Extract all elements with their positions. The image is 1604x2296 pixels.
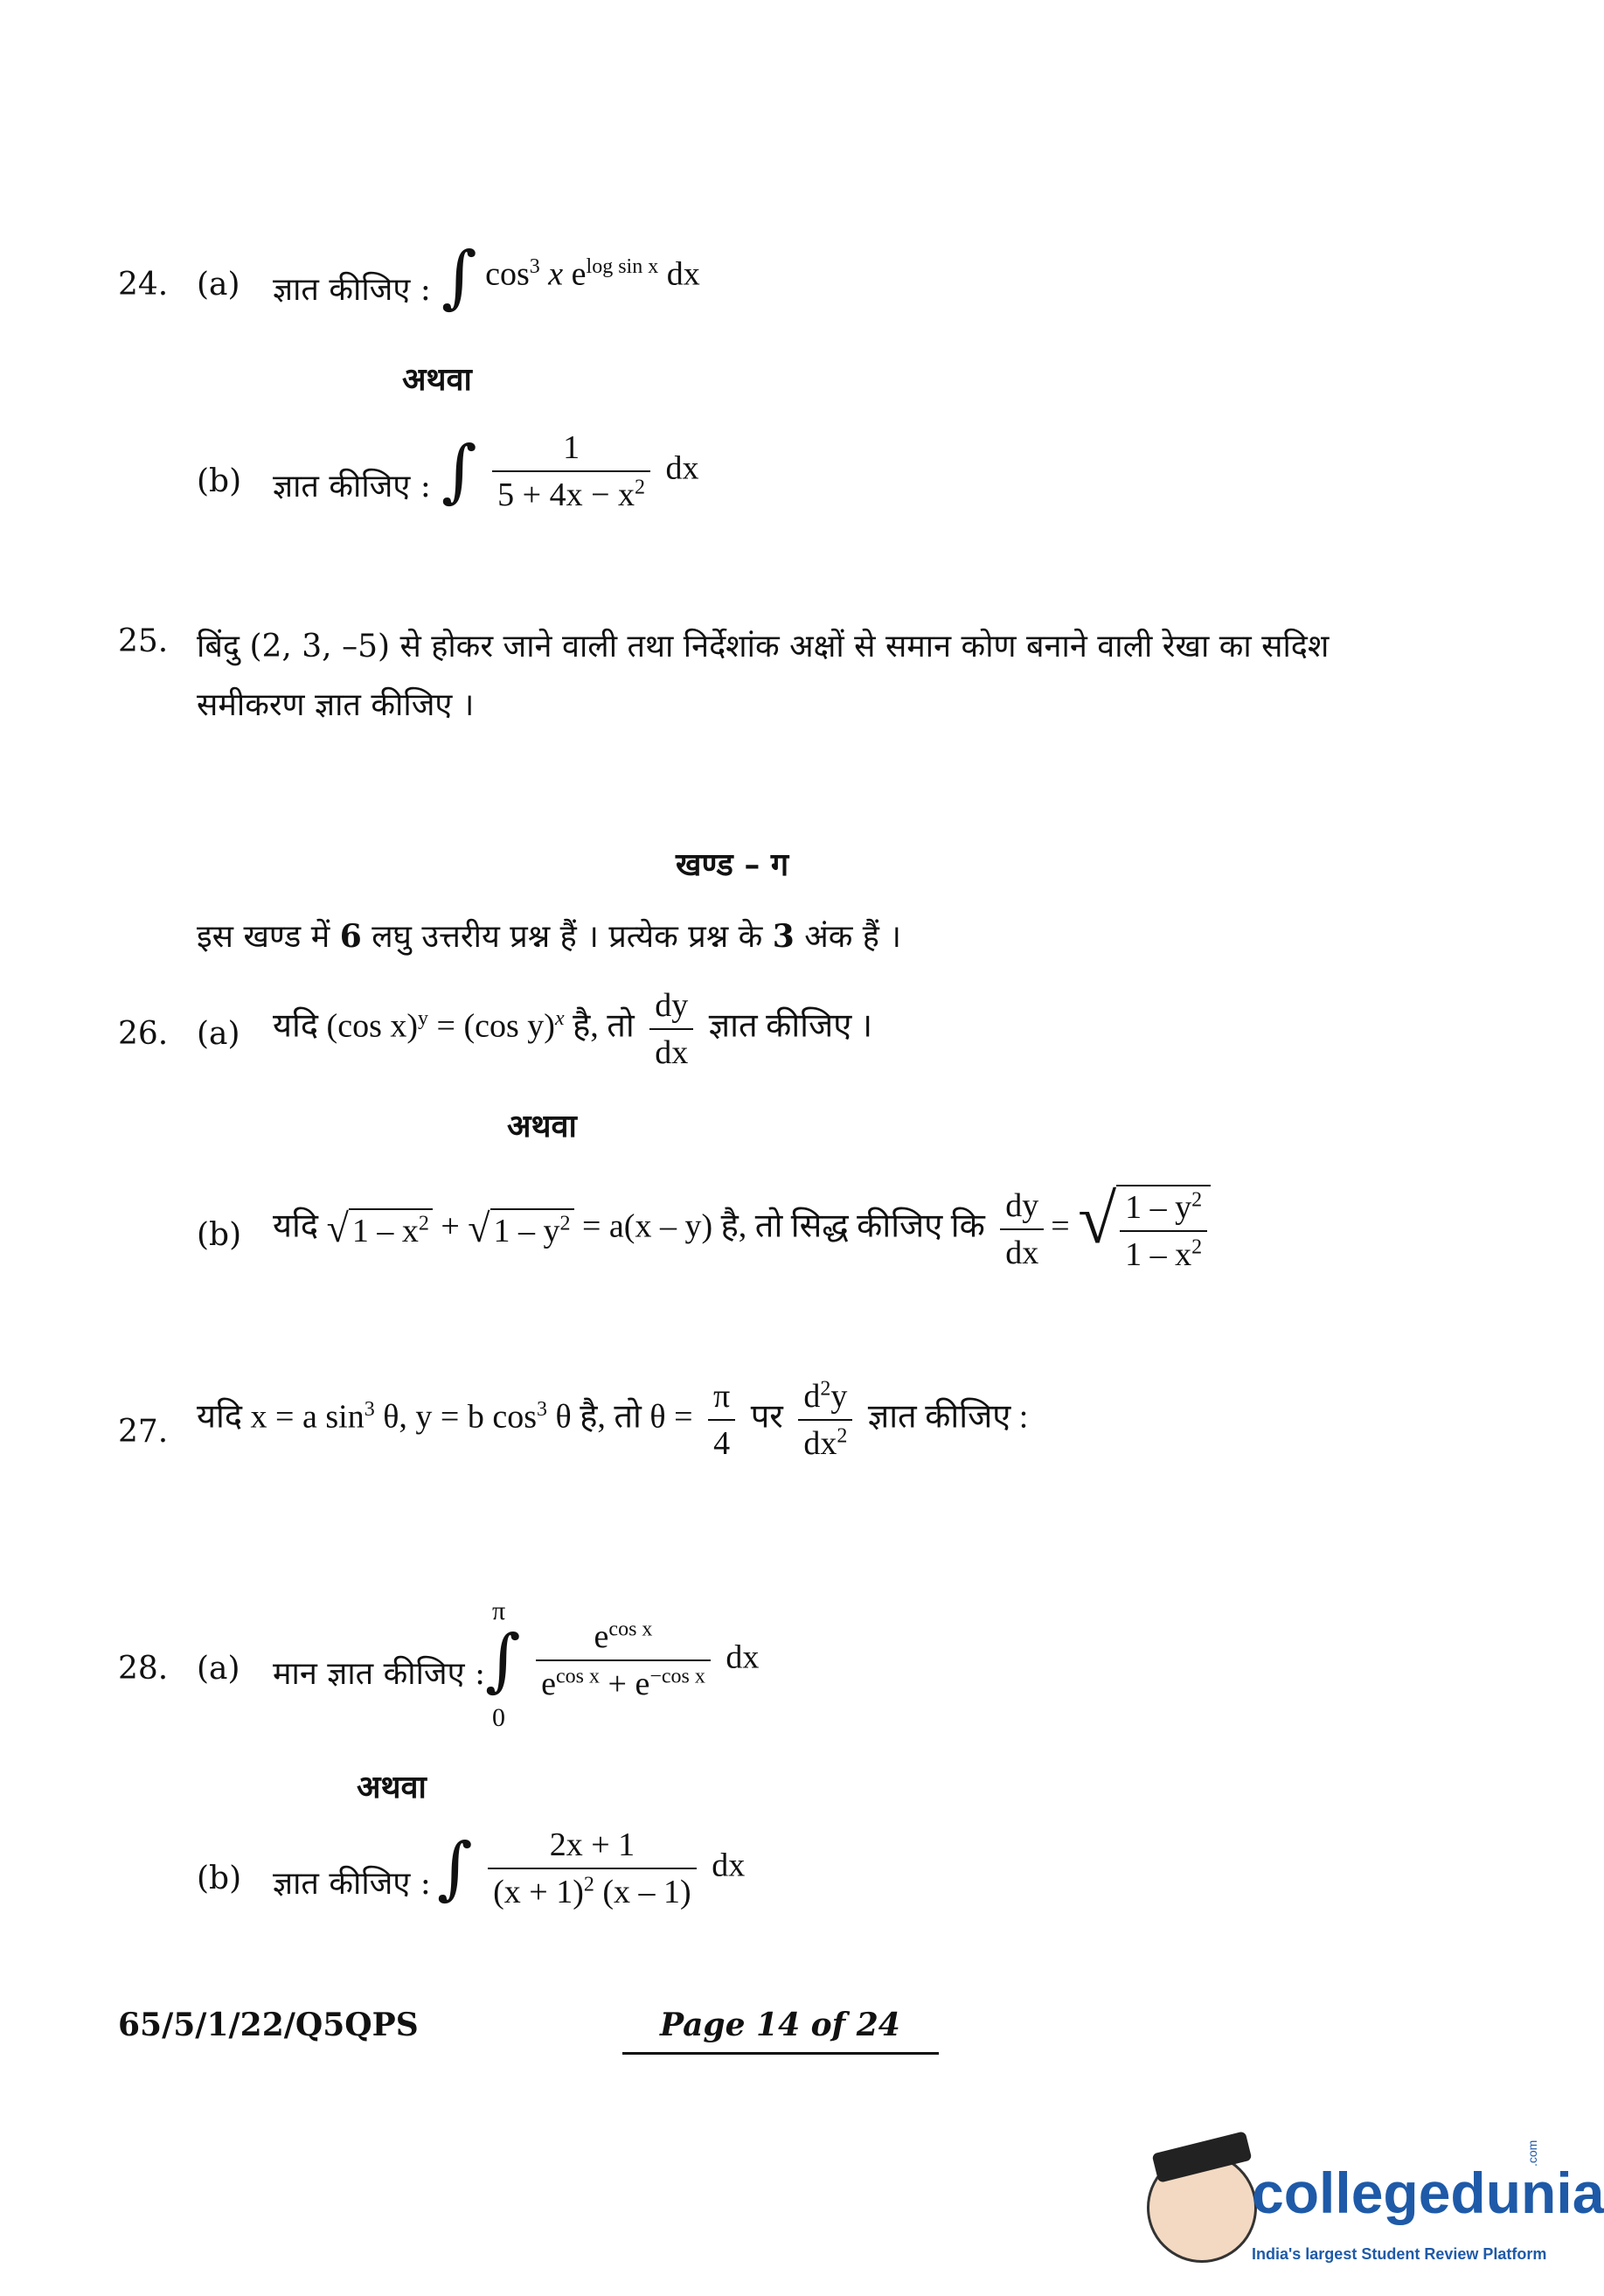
paper-code: 65/5/1/22/Q5QPS: [118, 2007, 419, 2043]
integral-sign: ∫: [485, 1621, 521, 1700]
question-number-24: 24.: [118, 267, 169, 303]
fraction: $\frac{e^{cos x}}{e^{cos x} + e^{-cos x}}$: [536, 1618, 711, 1703]
q24-a-instruction: ज्ञात कीजिए :: [273, 272, 431, 308]
question-number-26: 26.: [118, 1016, 169, 1052]
fraction: $\frac{2x + 1}{(x + 1)^2 (x - 1)}$: [488, 1826, 697, 1911]
logo-wordmark: collegedunia: [1252, 2160, 1604, 2225]
sqrt-fraction: √ $\frac{1 - y^2}{1 - x^2}$: [1078, 1185, 1211, 1274]
q26-part-a-label: (a): [197, 1016, 240, 1052]
integral-sign: ∫: [441, 238, 477, 317]
logo-tagline: India's largest Student Review Platform: [1252, 2245, 1547, 2263]
page-number-underline: [622, 2052, 939, 2055]
q28-a-expression: ∫ $\frac{e^{cos x}}{e^{cos x} + e^{-cos x}}$ dx: [485, 1618, 760, 1702]
q25-text-line2: समीकरण ज्ञात कीजिए ।: [197, 687, 475, 723]
q26-b-expression: यदि √ $1 - x^2$ + √ $1 - y^2$ = a(x – y) है, तो सिद्ध कीजिए कि $\frac{dy}{dx}$ = √ $\frac{1 - y^2}{1 - x^2}$: [273, 1185, 1211, 1274]
q24-b-instruction: ज्ञात कीजिए :: [273, 469, 431, 504]
integral-sign: ∫: [441, 432, 477, 511]
question-number-25: 25.: [118, 623, 169, 659]
question-number-27: 27.: [118, 1414, 169, 1450]
section-title: खण्ड – ग: [676, 846, 789, 883]
q26-a-expression: यदि (cos x)$^y$ = (cos y)$^x$ है, तो $\frac{dy}{dx}$ ज्ञात कीजिए ।: [273, 987, 873, 1071]
dy-dx-fraction: $\frac{dy}{dx}$: [649, 986, 693, 1072]
section-intro: इस खण्ड में 6 लघु उत्तरीय प्रश्न हैं । प्रत्येक प्रश्न के 3 अंक हैं ।: [197, 918, 902, 955]
q28-part-a-label: (a): [197, 1651, 240, 1687]
q24-b-expression: ∫ $\frac{1}{5 + 4x - x^2}$ dx: [441, 429, 699, 513]
q26-or-label: अथवा: [507, 1108, 577, 1145]
dy-dx-fraction: $\frac{dy}{dx}$: [1000, 1186, 1044, 1272]
sqrt: √ $1 - x^2$: [327, 1208, 433, 1250]
q28-or-label: अथवा: [357, 1769, 427, 1805]
question-number-28: 28.: [118, 1651, 169, 1687]
q24-part-a-label: (a): [197, 267, 240, 303]
q28-upper-limit: π: [492, 1597, 506, 1625]
q24-a-expression: ∫ $\cos^3 x$ $e^{log sin x}$ dx: [441, 238, 700, 317]
q28-a-instruction: मान ज्ञात कीजिए :: [273, 1656, 486, 1692]
q25-text-line1: बिंदु (2, 3, –5) से होकर जाने वाली तथा निर्देशांक अक्षों से समान कोण बनाने वाली रेखा का सदिश: [197, 629, 1330, 664]
q24-or-label: अथवा: [402, 361, 472, 398]
q24-part-b-label: (b): [197, 463, 242, 499]
sqrt: √ $1 - y^2$: [468, 1208, 573, 1250]
fraction: $\frac{1}{5 + 4x - x^2}$: [492, 428, 650, 514]
integral-sign: ∫: [437, 1829, 473, 1908]
pi-over-4: $\frac{\pi}{4}$: [708, 1377, 735, 1463]
q28-lower-limit: 0: [492, 1703, 505, 1732]
q27-expression: यदि x = a $\sin^3 \theta$, y = b $\cos^3 \theta$ है, तो θ = $\frac{\pi}{4}$ पर $\frac{d^2y}{dx^2}$ ज्ञात कीजिए :: [197, 1377, 1029, 1462]
page-number: Page 14 of 24: [660, 2007, 900, 2043]
q28-part-b-label: (b): [197, 1861, 242, 1896]
q28-b-expression: ∫ $\frac{2x + 1}{(x + 1)^2 (x - 1)}$ dx: [437, 1826, 746, 1910]
q26-part-b-label: (b): [197, 1217, 242, 1253]
q28-b-instruction: ज्ञात कीजिए :: [273, 1866, 431, 1902]
second-derivative: $\frac{d^2y}{dx^2}$: [798, 1377, 852, 1463]
logo-dotcom: .com: [1525, 2139, 1539, 2167]
